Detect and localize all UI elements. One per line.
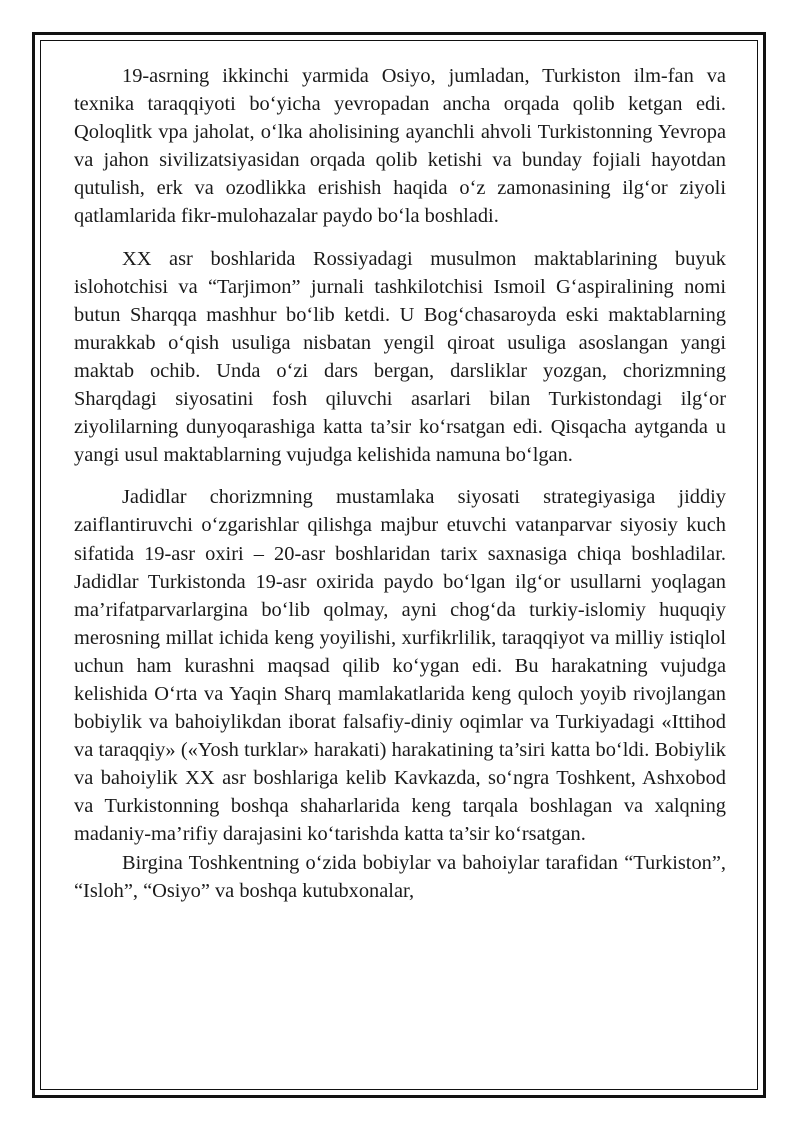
document-body: [74, 62, 726, 905]
paragraph-4: Birgina Toshkentning o‘zida bobiylar va bahoiylar tarafidan “Turkiston”, “Isloh”, “Osiyo” va boshqa kutubxonalar,: [74, 851, 726, 902]
paragraph-3: Jadidlar chorizmning mustamlaka siyosati strategiyasiga jiddiy zaiflantiruvchi o‘zgarishlar qilishga majbur etuvchi vatanparvar siyosiy kuch sifatida 19-asr oxiri – 20-asr boshlaridan tarix saxnasiga chiqa boshladilar. Jadidlar Turkistonda 19-asr oxirida paydo bo‘lgan ilg‘or usullarni yoqlagan ma’rifatparvarlargina bo‘lib qolmay, ayni chog‘da turkiy-islomiy huquqiy merosning millat ichida keng yoyilishi, xurfikrlilik, taraqqiyot va milliy istiqlol uchun ham kurashni maqsad qilib ko‘ygan edi. Bu harakatning vujudga kelishida O‘rta va Yaqin Sharq mamlakatlarida keng quloch yoyib rivojlangan bobiylik va bahoiylikdan iborat falsafiy-diniy oqimlar va Turkiyadagi «Ittihod va taraqqiy» («Yosh turklar» harakati) harakatining ta’siri katta bo‘ldi. Bobiylik va bahoiylik XX asr boshlariga kelib Kavkazda, so‘ngra Toshkent, Ashxobod va Turkistonning boshqa shaharlarida keng tarqala boshlagan va xalqning madaniy-ma’rifiy darajasini ko‘tarishda katta ta’sir ko‘rsatgan.: [74, 486, 726, 846]
paragraph-2: XX asr boshlarida Rossiyadagi musulmon maktablarining buyuk islohotchisi va “Tarjimon” jurnali tashkilotchisi Ismoil G‘aspiralining nomi butun Sharqqa mashhur bo‘lib ketdi. U Bog‘chasaroyda eski maktablarning murakkab o‘qish usuliga nisbatan yengil qiroat usuliga asoslangan yangi maktab ochib. Unda o‘zi dars bergan, darsliklar yozgan, chorizmning Sharqdagi siyosatini fosh qiluvchi asarlari bilan Turkistondagi ilg‘or ziyolilarning dunyoqarashiga katta ta’sir ko‘rsatgan edi. Qisqacha aytganda u yangi usul maktablarning vujudga kelishida namuna bo‘lgan.: [74, 247, 726, 467]
paragraph-1: 19-asrning ikkinchi yarmida Osiyo, jumladan, Turkiston ilm-fan va texnika taraqqiyoti bo‘yicha yevropadan ancha orqada qolib ketgan edi. Qoloqlitk vpa jaholat, o‘lka aholisining ayanchli ahvoli Turkistonning Yevropa va jahon sivilizatsiyasidan orqada qolib ketishi va bunday fojiali hayotdan qutulish, erk va ozodlikka erishish haqida o‘z zamonasining ilg‘or ziyoli qatlamlarida fikr-mulohazalar paydo bo‘la boshladi.: [74, 65, 726, 228]
